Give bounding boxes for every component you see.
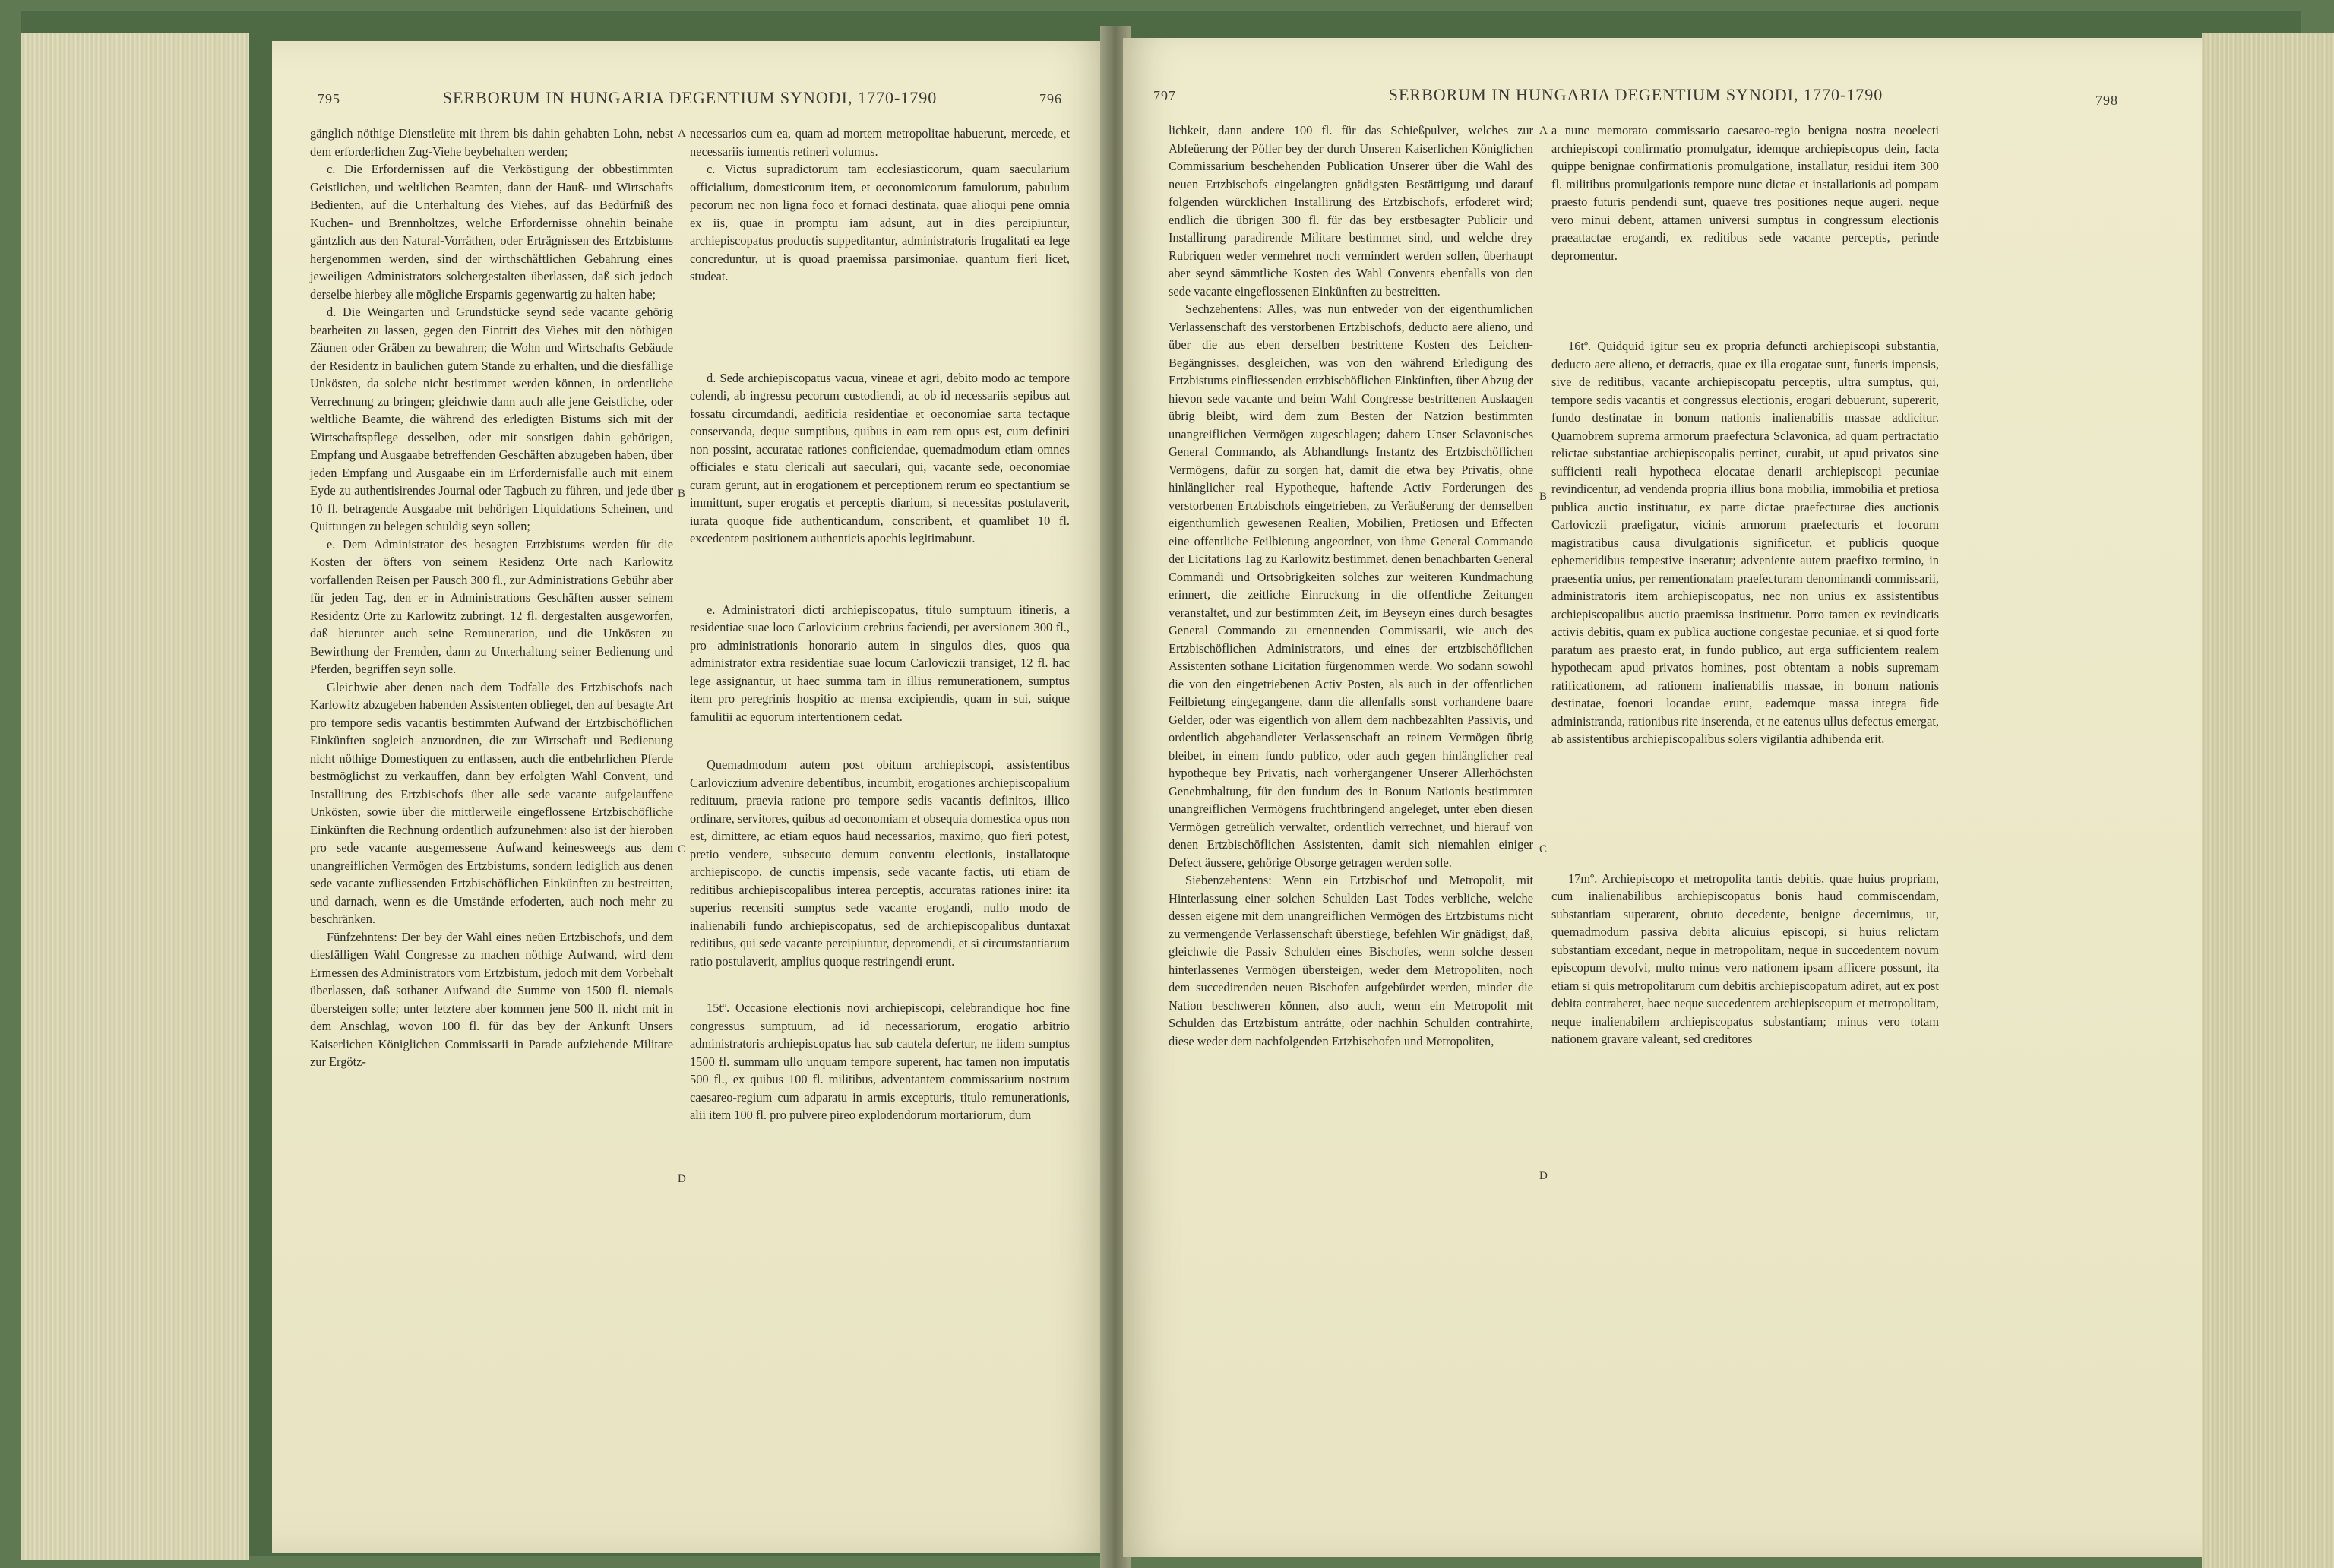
paragraph: c. Victus supradictorum tam ecclesiasticorum, quam saecularium officialium, domesticorum item, et oeconomicorum famulorum, pabulum pecorum nec non ligna foco et fornaci destinata, quae alioqui pene omnia ex iis, quae in promptu iam adsunt, aut in dies percipiuntur, archiepiscopatus productis suppeditantur, administratoris frugalitati ea lege concreduntur, ut is quoad praemissa parsimoniae, quantum fieri licet, studeat. (690, 162, 1070, 283)
paragraph: e. Dem Administrator des besagten Ertzbistums werden für die Kosten der öfters von seinem Residenz Orte nach Karlowitz vorfallenden Reisen per Pausch 300 fl., zur Administrations Gebühr aber für jeden Tag, den er in Administrations Geschäften ausser seinem Residentz Orte zu Karlowitz zubringt, 12 fl. dergestalten ausgeworfen, daß hierunter auch seine Remuneration, und die Unkösten zu Bewirthung der Fremden, dann zu Unterhaltung seiner Bedienung und Pferden, begriffen seyn solle. (310, 536, 673, 676)
marker-d: D (1539, 1170, 1548, 1182)
page-number-798: 798 (2095, 93, 2118, 108)
german-column (310, 125, 673, 1522)
paragraph: Siebenzehentens: Wenn ein Ertzbischof und Metropolit, mit Hinterlassung einer solchen Schulden Last Todes verbliche, welche dessen eigene mit dem unangreiflichen Vermögen des Ertzbistums nicht zu vermengende Verlassenschaft überstiege, befehlen Wir gnädigst, daß, gleichwie die Passiv Schulden eines Bischofes, wenn solche dessen hinterlassenes Vermögen übersteigen, weder dem Metropoliten, noch dem succedirenden neuen Bischofen aufgebürdet werden, minder die Nation beschweren können, also auch, wenn ein Metropolit mit Schulden das Ertzbistum antrátte, oder nachhin Schulden contrahirte, diese weder dem nachfolgenden Ertzbischofen und Metropoliten, (1169, 873, 1533, 1048)
marker-b: B (678, 488, 686, 500)
paragraph: 16tº. Quidquid igitur seu ex propria defuncti archiepiscopi substantia, deducto aere alieno, et detractis, quae ex illa erogatae sunt, funeris impensis, sive de reditibus, vacante archiepiscopatu perceptis, ultra sumptus, qui, tempore sedis vacantis et congressus electionis, erogari debuerunt, supererit, fundo destinatae in bonum nationis inalienabilis massae addicitur. Quamobrem suprema armorum praefectura Sclavonica, ad quam pertractatio relictae substantiae archiepiscopalis pertinet, curabit, ut apud privatos sine sufficienti reali hypotheca elocatae denarii archiepiscopi pecuniae revindicentur, ad vendenda propria illius bona mobilia, immobilia et pretiosa publica auctio instituatur, ex parte dictae praefecturae dies auctionis Carloviczii praefigatur, vicinis armorum praefecturis et locorum magistratibus causa divulgationis significetur, et publicis quoque ephemeridibus tempestive inseratur; adveniente autem praefixo termino, in praesentia unius, per rementionatam praefecturam denominandi commissarii, administratoris item archiepiscopatus, nec non unius ex assistentibus archiepiscopalibus auctio praemissa instituetur. Porro tamen ex revindicatis activis debitis, quam ex publica auctione congestae pecuniae, et si quod forte paratum aes praesto erat, in fundo publico, aut erga sufficientem realem hypothecam apud privatos homines, post obtentam a nobis supremam ratificationem, ad rationem inalienabilis massae, in bonum nationis destinatae, foenori locandae erunt, eademque massa integra fide administranda, rationibus rite inserenda, et ne eatenus ullus defectus emergat, ab assistentibus archiepiscopalibus solers vigilantia adhibenda erit. (1551, 339, 1939, 746)
latin-column (1551, 122, 1939, 1527)
marker-c: C (678, 843, 686, 855)
paragraph: 15tº. Occasione electionis novi archiepiscopi, celebrandique hoc fine congressus sumptuum, ad id necessariorum, erogatio arbitrio administratoris archiepiscopatus hac sub cautela defertur, ne iidem sumptus 1500 fl. summam ullo unquam tempore superent, hac tamen non imputatis 500 fl., ex quibus 100 fl. militibus, adventantem commissarium nostrum caesareo-regium cum adparatu in armis excepturis, titulo remunerationis, alii item 100 fl. pro pulvere pireo explodendorum mortariorum, dum (690, 1001, 1070, 1122)
marker-a: A (1539, 125, 1548, 137)
paragraph: d. Sede archiepiscopatus vacua, vineae et agri, debito modo ac tempore colendi, ab ingressu pecorum custodiendi, ac ob id necessariis sepibus aut fossatu circumdandi, aedificia residentiae et oeconomiae sarta tectaque conservanda, deque sumptibus, quibus in eam rem opus est, cum definiri non possint, accuratae rationes conficiendae, quemadmodum etiam omnes officiales e statu clericali aut saeculari, qui, vacante sede, oeconomiae curam gerunt, aut in erogationem et perceptionem rerum eo spectantium se immittunt, super erogatis et perceptis diarium, si necessitas postulaverit, iurata quoque fide authenticandum, conscribent, et quamlibet 10 fl. excedentem positionem authenticis apochis legitimabunt. (690, 370, 1070, 545)
book-spread (21, 11, 2301, 1556)
marker-b: B (1539, 491, 1548, 503)
paragraph: d. Die Weingarten und Grundstücke seynd sede vacante gehörig bearbeiten zu lassen, gegen den Eintritt des Viehes mit den nöthigen Zäunen oder Gräben zu bewahren; die Wohn und Wirtschafts Gebäude der Residentz in baulichen gutem Stande zu erhalten, und die diesfällige Unkösten, da solche nicht bestimmet werden können, in ordentliche Verrechnung zu bringen; gleichwie dann auch alle jene Geistliche, oder weltliche Beamte, die während des erledigten Bistums sich mit der Wirtschaftspflege desselben, oder mit sonstigen dahin gehörigen, Empfang und Ausgaabe betreffenden Geschäften abzugeben haben, über jeden Empfang und Ausgaabe ein im Erfordernisfalle auch mit einem Eyde zu authentisirendes Journal oder Tagbuch zu führen, und jede über 10 fl. betragende Ausgaabe mit behörigen Liquidations Scheinen, und Quittungen zu belegen schuldig seyn sollen; (310, 305, 673, 533)
left-page (272, 41, 1108, 1553)
german-column (1169, 122, 1533, 1527)
paragraph: gänglich nöthige Dienstleüte mit ihrem bis dahin gehabten Lohn, nebst dem erforderlichen Zug-Viehe beybehalten werden; (310, 126, 673, 159)
left-running-head (318, 85, 1062, 115)
paragraph: Sechzehentens: Alles, was nun entweder von der eigenthumlichen Verlassenschaft des verstorbenen Ertzbischofs, deducto aere alieno, und über die aus eben derselben bestrittene Kosten des Leichen-Begängnisses, desgleichen, was von den während Erledigung des Ertzbistums einfliessenden ertzbischöflichen Einkünften, über Abzug der hievon sede vacante und beim Wahl Congresse bestrittenen Auslaagen übrig bleibt, wird dem zum Besten der Natzion bestimmten unangreiflichen Vermögen zugeschlagen; dahero Unser Sclavonisches General Commando, als Abhandlungs Instantz des Ertzbischöflichen Vermögens, dafür zu sorgen hat, damit die etwa bey Privatis, ohne hinlänglicher real Hypotheque, haftende Activ Forderungen des verstorbenen Ertzbischofs eingetrieben, zu Veräußerung der demselben eigenthumlich gewesenen Realien, Mobilien, Pretiosen und Effecten eine offentliche Feilbietung angeordnet, von ihme General Commando der Licitations Tag zu Karlowitz bestimmet, denen benachbarten General Commandi und Ortsobrigkeiten solches zur weiteren Kundmachung erinnert, die zeitliche Einruckung in die offentliche Zeitungen veranstaltet, und zur bestimmten Zeit, im Beyseyn eines durch besagtes General Commando zu ernennenden Commissarii, wie auch des Ertzbischöflichen Administrators, und eines der ertzbischöflichen Assistenten sothane Licitation fürgenommen werde. Wo sodann sowohl die von den eingetriebenen Activ Posten, als auch in der offentlichen Feilbietung eingegangene, dann die allenfalls sonst vorhandene baare Gelder, oder was eigentlich von allem dem nachbezahlten Passivis, und ordentlich abgehandleter Verlassenschaft an reinem Vermögen übrig bleibet, in einem fundo publico, oder auch gegen hinlänglicher real hypotheque bey Privatis, nach vorhergangener Unserer Allerhöchsten Genehmhaltung, für den fundum des in Bonum Nationis bestimmten unangreiflichen Vermögens fruchtbringend angeleget, unter eben diesen Vermögen getreülich verwaltet, ordentlich verrechnet, und hierauf von denen Ertzbischöflichen Assistenten, damit sich niemahlen einiger Defect äussere, gehörige Obsorge getragen werden solle. (1169, 302, 1533, 870)
right-page (1123, 38, 2202, 1557)
left-columns (310, 125, 1077, 1522)
page-number-796: 796 (1039, 91, 1062, 106)
right-page-edges (2202, 33, 2334, 1568)
paragraph: Gleichwie aber denen nach dem Todfalle des Ertzbischofs nach Karlowitz abzugeben habenden Assistenten oblieget, den auf besagte Art pro tempore sedis vacantis bestimmten Aufwand der Ertzbischöflichen Einkünften sogleich anzuordnen, die zur Wirtschaft und Bedienung nicht nöthige Domestiquen zu entlassen, auch die entbehrlichen Pferde bestmöglichst zu verkauffen, dann bey erfolgten Wahl Convent, und Installirung des Ertzbischofs über alle sede vacante aufgelauffene Unkösten, sowie über die mittlerweile eingeflossene Ertzbischöfliche Einkünften die Rechnung ordentlich aufzunehmen: also ist der hieroben pro sede vacante ausgemessene Aufwand keinesweegs aus dem unangreiflichen Vermögen des Ertzbistums, sondern lediglich aus denen sede vacante zufliessenden Ertzbischöflichen Einkünften zu bestreitten, und darnach, wenn es die Umstände erfoderten, auch noch mehr zu beschränken. (310, 679, 673, 926)
paragraph: e. Administratori dicti archiepiscopatus, titulo sumptuum itineris, a residentiae suae loco Carlovicium crebrius faciendi, per aversionem 300 fl., pro administrationis honorario autem in singulos dies, quos qua administrator extra residentiae suae locum Carloviczii transiget, 12 fl. hac lege assignantur, ut haec summa tam in illius remunerationem, sumptus item pro peregrinis hospitio ac mensa excipiendis, quam in sui, suique famulitii ac equorum intertentionem cedat. (690, 602, 1070, 724)
paragraph: 17mº. Archiepiscopo et metropolita tantis debitis, quae huius propriam, cum inalienabilibus archiepiscopatus bonis haud commiscendam, substantiam superarent, obruto decedente, benigne decernimus, ut, quemadmodum passiva debita alicuius episcopi, si huius relictam substantiam excedant, neque in metropolitam, neque in succedentem novum episcopum devolvi, multo minus vero nationem ipsam afficere possunt, ita etiam si quis metropolitarum cum debitis archiepiscopatum adiret, aut ex post debita contraheret, haec neque succedentem archiepiscopum et metropolitam, neque inalienabilem archiepiscopatus substantiam; minus vero totam nationem gravare valeant, sed creditores (1551, 871, 1939, 1046)
paragraph: necessarios cum ea, quam ad mortem metropolitae habuerunt, mercede, et necessariis iumentis retineri volumus. (690, 126, 1070, 159)
marker-c: C (1539, 843, 1548, 855)
marker-d: D (678, 1173, 686, 1185)
right-columns (1169, 122, 2111, 1527)
running-title: SERBORUM IN HUNGARIA DEGENTIUM SYNODI, 1770-1790 (442, 88, 938, 107)
paragraph: c. Die Erfordernissen auf die Verköstigung der obbestimmten Geistlichen, und weltlichen Beamten, dann der Hauß- und Wirtschafts Bedienten, auf die Unterhaltung des Viehes, auf das Bedürfniß des Kuchen- und Brennholtzes, welche Erfordernisse ohnehin beinahe gäntzlich aus den Natural-Vorräthen, oder Erträgnissen des Ertzbistums hergenommen werden, sind der wirthschäftlichen Gebahrung eines jeweiligen Administrators solchergestalten überlassen, daß sich jedoch derselbe hierbey alle mögliche Ersparnis gegenwartig zu halten habe; (310, 162, 673, 302)
running-title: SERBORUM IN HUNGARIA DEGENTIUM SYNODI, 1770-1790 (1388, 85, 1883, 104)
marker-a: A (678, 128, 686, 140)
paragraph: Quemadmodum autem post obitum archiepiscopi, assistentibus Carloviczium advenire debentibus, incumbit, erogationes archiepiscopalium redituum, praevia ratione pro tempore sedis vacantis definitos, illico ordinare, servitores, quibus ad oeconomiam et obsequia domestica opus non est, dimittere, ac etiam equos haud necessarios, maximo, quo fieri potest, pretio vendere, subsecuto demum conventu electionis, installatoque archiepiscopo, de cunctis impensis, sede vacante factis, uti etiam de reditibus archiepiscopalibus interea perceptis, accuratas rationes inire: ita superius recensiti sumptus sede vacante erogandi, nullo modo de inalienabili fundo archiepiscopatus, sed de archiepiscopalibus duntaxat reditibus, qui sede vacante percipiuntur, depromendi, et si circumstantiarum ratio postulaverit, amplius quoque restringendi erunt. (690, 757, 1070, 969)
paragraph: a nunc memorato commissario caesareo-regio benigna nostra neoelecti archiepiscopi confirmatio promulgatur, idemque archiepiscopus dein, facta quippe benignae confirmationis promulgatione, installatur, residui item 300 fl. militibus promulgationis tempore nunc dictae et installationis ad pompam praesto futuris pendendi sunt, quaeve tres positiones neque augeri, neque vero minui debent, attamen universi sumptus in congressum electionis praeattactae erogandi, ex reditibus sede vacante perceptis, perinde depromentur. (1551, 123, 1939, 263)
paragraph: Fünfzehntens: Der bey der Wahl eines neüen Ertzbischofs, und dem diesfälligen Wahl Congresse zu machen nöthige Aufwand, wird dem Ermessen des Administrators vom Ertzbistum, jedoch mit dem Vorbehalt überlassen, daß sothaner Aufwand die Summe von 1500 fl. niemals übersteigen solle; unter letztere aber kommen jene 500 fl. nicht mit in dem Anschlag, wovon 100 fl. für das bey der Ankunft Unsers Kaiserlichen Königlichen Commissarii in Parade aufziehende Militare zur Ergötz- (310, 929, 673, 1069)
latin-column (690, 125, 1070, 1522)
right-running-head (1153, 82, 2118, 112)
page-number-797: 797 (1153, 88, 1176, 103)
left-page-edges (21, 33, 249, 1560)
page-number-795: 795 (318, 91, 340, 106)
paragraph: lichkeit, dann andere 100 fl. für das Schießpulver, welches zur Abfeüerung der Pöller bey der durch Unseren Kaiserlichen Königlichen Commissarium beschehenden Publication Unserer über die Wahl des neuen Ertzbischofs eingelangten gnädigsten Bestättigung und darauf folgenden würcklichen Installirung des Ertzbischofs, erfoderet wird; endlich die übrigen 300 fl. für das bey erstbesagter Publicir und Installirung paradirende Militare bestimmet sind, und welche drey Rubriquen weder vermehret noch vermindert werden sollen, überhaupt aber seynd sämmtliche Kosten des Wahl Convents ebenfalls von den sede vacante eingeflossenen Einkünften zu bestreitten. (1169, 123, 1533, 299)
